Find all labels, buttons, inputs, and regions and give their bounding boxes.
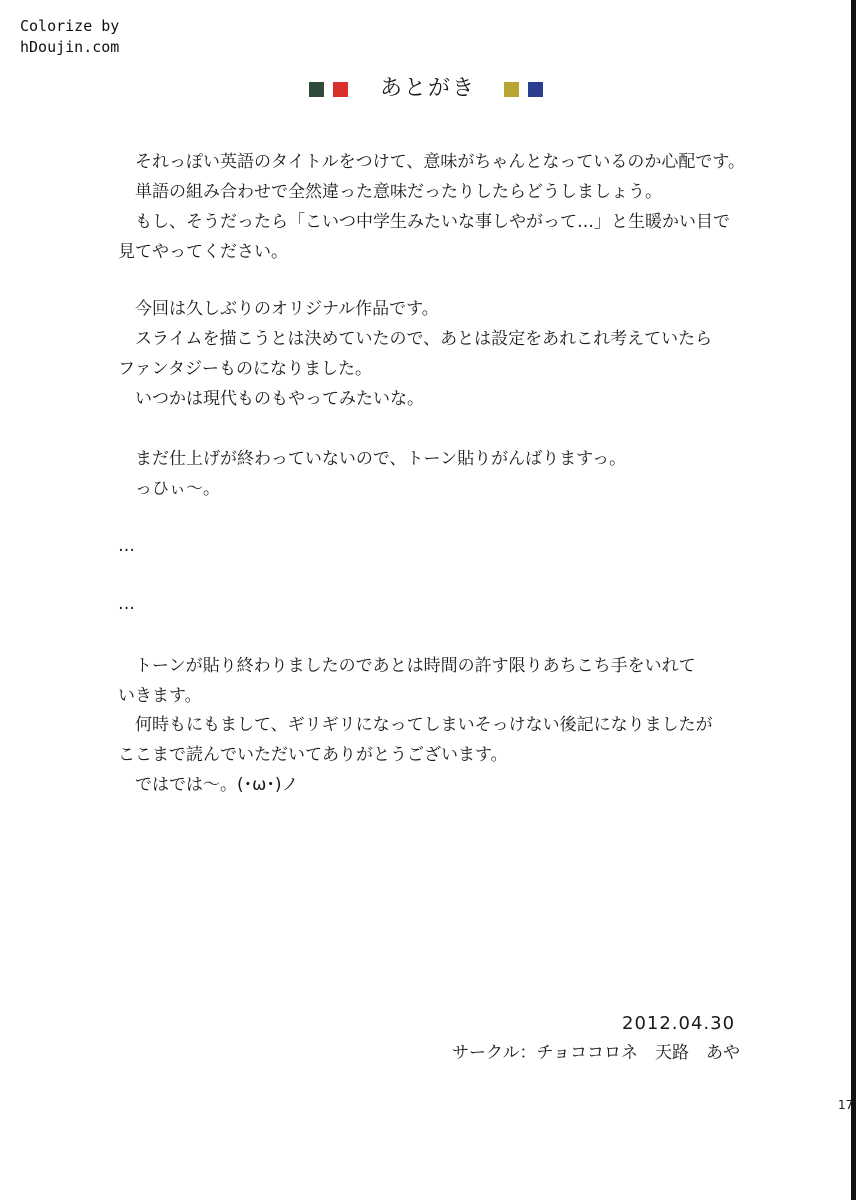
page-title: あとがき — [380, 76, 477, 101]
page-number: 17 — [838, 1098, 854, 1112]
body-line: 今回は久しぶりのオリジナル作品です。 — [118, 299, 439, 319]
body-line: 何時もにもまして、ギリギリになってしまいそっけない後記になりましたが — [118, 715, 713, 735]
date-stamp: 2012.04.30 — [622, 1013, 736, 1034]
circle-author-signature: サークル：チョココロネ 天路 あや — [452, 1043, 740, 1063]
body-line: もし、そうだったら「こいつ中学生みたいな事しやがって…」と生暖かい目で — [118, 212, 730, 232]
page-edge-divider — [851, 0, 856, 1200]
yellow-square-icon — [504, 82, 519, 97]
body-line: トーンが貼り終わりましたのであとは時間の許す限りあちこち手をいれて — [118, 656, 696, 676]
body-line: ここまで読んでいただいてありがとうございます。 — [118, 745, 508, 765]
green-square-icon — [309, 82, 324, 97]
body-line: 見てやってください。 — [118, 242, 288, 262]
body-line: スライムを描こうとは決めていたので、あとは設定をあれこれ考えていたら — [118, 329, 713, 349]
colorize-watermark — [20, 16, 119, 58]
body-line: まだ仕上げが終わっていないので、トーン貼りがんばりますっ。 — [118, 449, 627, 469]
body-line: それっぽい英語のタイトルをつけて、意味がちゃんとなっているのか心配です。 — [118, 152, 745, 172]
watermark-line-1: Colorize by — [20, 17, 120, 35]
body-line: いつかは現代ものもやってみたいな。 — [118, 389, 424, 409]
body-line: 単語の組み合わせで全然違った意味だったりしたらどうしましょう。 — [118, 182, 662, 202]
body-line: っひぃ〜。 — [118, 479, 220, 499]
body-line: ではでは〜。(･ω･)ノ — [118, 775, 299, 795]
body-line: いきます。 — [118, 686, 202, 706]
ellipsis-line: … — [118, 594, 135, 614]
red-square-icon — [333, 82, 348, 97]
ellipsis-line: … — [118, 536, 135, 556]
blue-square-icon — [528, 82, 543, 97]
watermark-line-2: hDoujin.com — [20, 38, 120, 56]
body-line: ファンタジーものになりました。 — [118, 359, 372, 379]
